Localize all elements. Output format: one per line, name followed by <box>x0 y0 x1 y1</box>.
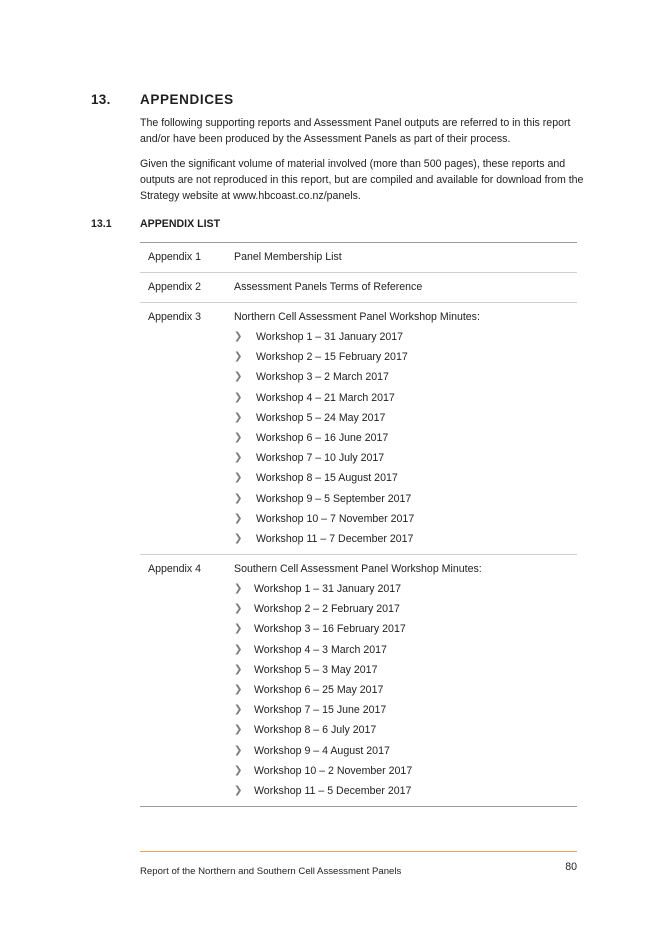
intro-paragraph: The following supporting reports and Assessment Panel outputs are referred to in this report and/or have been produced by the Assessment Panels as part of their process. <box>140 117 571 145</box>
chevron-right-icon: ❯ <box>234 603 243 615</box>
workshop-entry: Workshop 5 – 24 May 2017 <box>256 411 386 424</box>
chevron-right-icon: ❯ <box>234 643 243 655</box>
chevron-right-icon: ❯ <box>234 724 243 736</box>
appendix-row <box>140 303 577 555</box>
appendix-label: Appendix 4 <box>148 563 202 575</box>
workshop-entry: Workshop 5 – 3 May 2017 <box>254 663 378 676</box>
availability-paragraph: Given the significant volume of material involved (more than 500 pages), these reports and outputs are not reproduced in this report, but are compiled and available for download from the Strategy website at www.hbcoast.co.nz/panels. <box>140 158 584 202</box>
workshop-entry: Workshop 6 – 25 May 2017 <box>254 683 384 696</box>
workshop-entry: Workshop 1 – 31 January 2017 <box>254 583 402 595</box>
chevron-right-icon: ❯ <box>234 371 243 383</box>
chevron-right-icon: ❯ <box>234 452 243 464</box>
workshop-entry: Workshop 8 – 15 August 2017 <box>256 472 398 485</box>
appendix-description: Panel Membership List <box>234 251 342 263</box>
chevron-right-icon: ❯ <box>234 583 243 594</box>
appendix-description: Northern Cell Assessment Panel Workshop Minutes: <box>234 311 480 323</box>
workshop-entry: Workshop 2 – 15 February 2017 <box>256 351 408 364</box>
footer-report-title: Report of the Northern and Southern Cell Assessment Panels <box>140 866 402 877</box>
chevron-right-icon: ❯ <box>234 492 243 504</box>
appendix-label: Appendix 2 <box>148 281 202 293</box>
chevron-right-icon: ❯ <box>234 623 243 635</box>
chevron-right-icon: ❯ <box>234 784 243 796</box>
subsection-title: APPENDIX LIST <box>140 218 221 230</box>
subsection-heading <box>91 218 591 232</box>
workshop-entry: Workshop 3 – 2 March 2017 <box>256 371 389 384</box>
chevron-right-icon: ❯ <box>234 431 243 443</box>
appendix-row <box>140 273 577 303</box>
chevron-right-icon: ❯ <box>234 472 243 484</box>
chevron-right-icon: ❯ <box>234 663 243 675</box>
workshop-entry: Workshop 1 – 31 January 2017 <box>256 331 404 343</box>
chevron-right-icon: ❯ <box>234 411 243 423</box>
appendix-label: Appendix 1 <box>148 251 202 263</box>
chevron-right-icon: ❯ <box>234 764 243 776</box>
workshop-entry: Workshop 7 – 10 July 2017 <box>256 452 385 465</box>
workshop-entry: Workshop 10 – 7 November 2017 <box>256 512 415 525</box>
chevron-right-icon: ❯ <box>234 532 243 544</box>
workshop-entry: Workshop 11 – 7 December 2017 <box>256 532 414 545</box>
section-number: 13. <box>91 92 111 107</box>
workshop-entry: Workshop 9 – 5 September 2017 <box>256 492 412 505</box>
appendix-description: Assessment Panels Terms of Reference <box>234 281 423 293</box>
workshop-entry: Workshop 4 – 3 March 2017 <box>254 643 387 656</box>
workshop-entry: Workshop 8 – 6 July 2017 <box>254 724 377 737</box>
chevron-right-icon: ❯ <box>234 391 243 403</box>
workshop-entry: Workshop 2 – 2 February 2017 <box>254 603 400 616</box>
workshop-entry: Workshop 3 – 16 February 2017 <box>254 623 406 636</box>
chevron-right-icon: ❯ <box>234 744 243 756</box>
chevron-right-icon: ❯ <box>234 683 243 695</box>
workshop-entry: Workshop 7 – 15 June 2017 <box>254 704 387 717</box>
section-title: APPENDICES <box>140 92 234 107</box>
chevron-right-icon: ❯ <box>234 512 243 524</box>
workshop-entry: Workshop 11 – 5 December 2017 <box>254 784 412 797</box>
workshop-entry: Workshop 4 – 21 March 2017 <box>256 391 395 404</box>
appendix-label: Appendix 3 <box>148 311 202 323</box>
workshop-entry: Workshop 6 – 16 June 2017 <box>256 431 389 444</box>
appendix-description: Southern Cell Assessment Panel Workshop Minutes: <box>234 563 482 575</box>
page-number: 80 <box>565 861 577 873</box>
chevron-right-icon: ❯ <box>234 331 243 342</box>
chevron-right-icon: ❯ <box>234 351 243 363</box>
chevron-right-icon: ❯ <box>234 704 243 716</box>
workshop-entry: Workshop 9 – 4 August 2017 <box>254 744 390 757</box>
appendix-table <box>140 242 577 807</box>
section-heading <box>91 92 591 110</box>
footer-divider <box>140 851 577 852</box>
appendix-row <box>140 555 577 807</box>
appendix-row <box>140 243 577 273</box>
subsection-number: 13.1 <box>91 218 112 230</box>
workshop-entry: Workshop 10 – 2 November 2017 <box>254 764 413 777</box>
